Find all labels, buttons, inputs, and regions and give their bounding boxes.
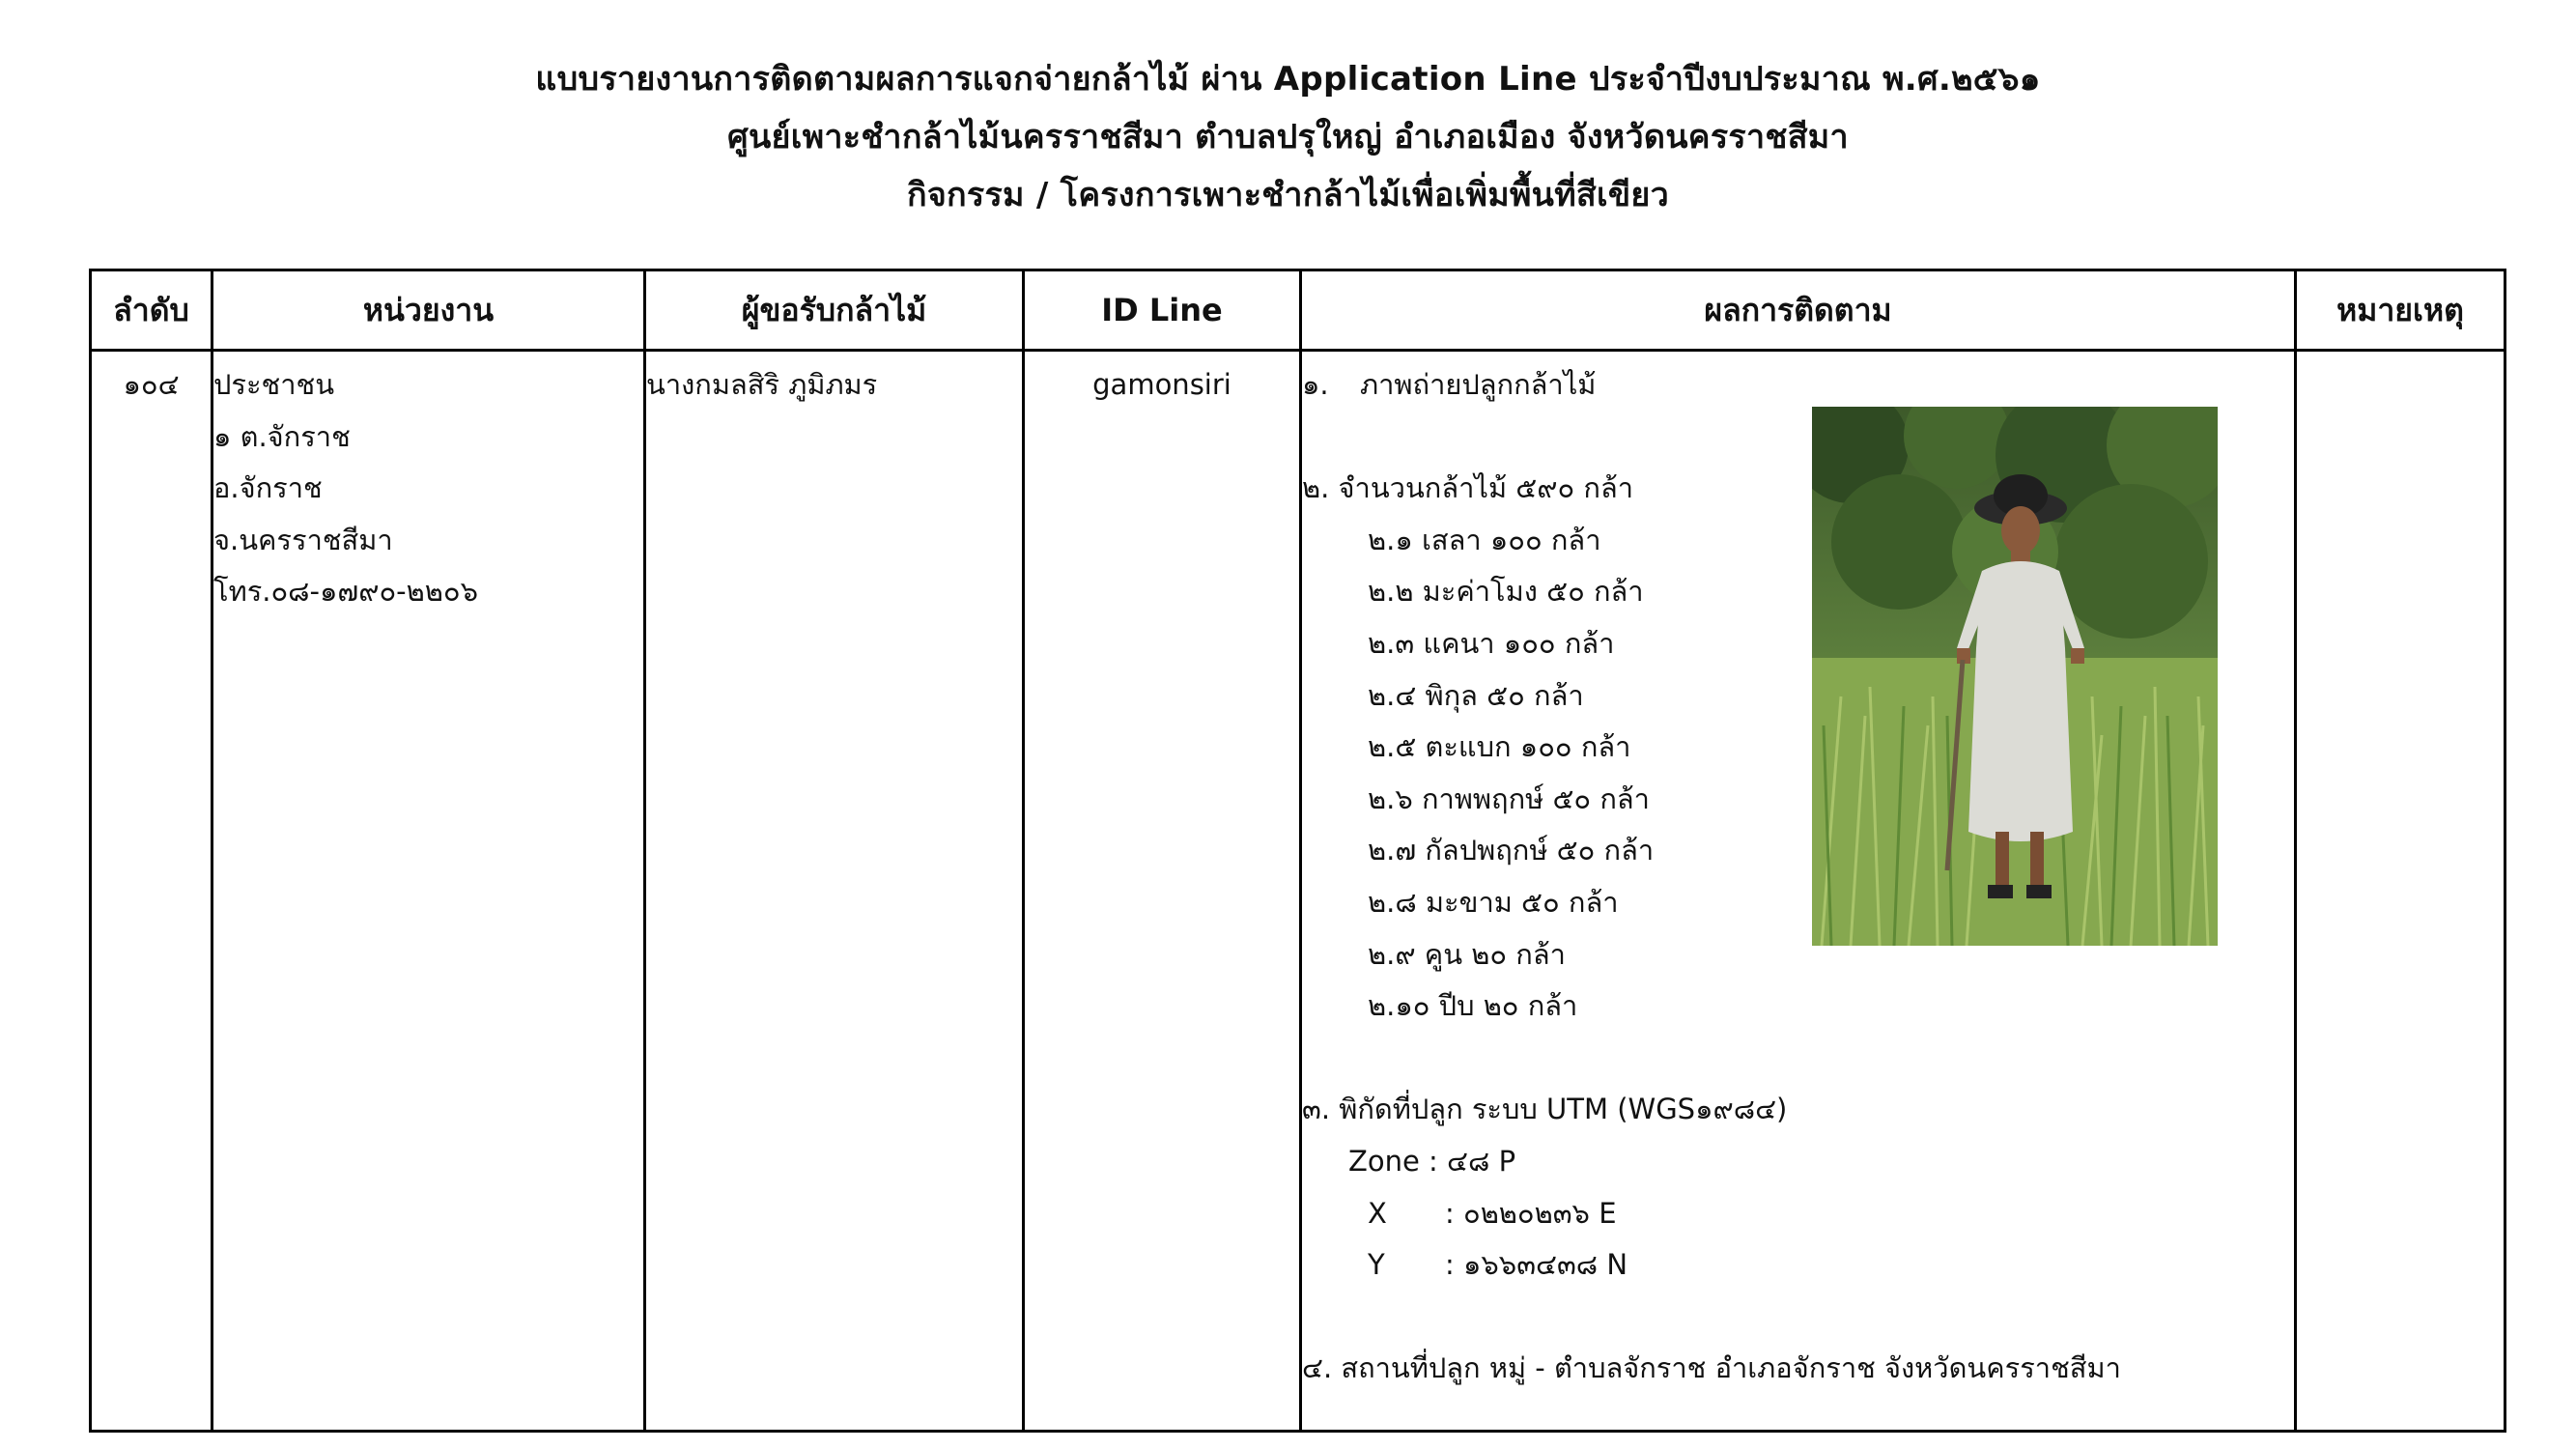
- col-header-unit: หน่วยงาน: [212, 270, 645, 351]
- planting-photo: [1812, 407, 2218, 946]
- cell-unit: [212, 351, 645, 1432]
- col-header-remark: หมายเหตุ: [2296, 270, 2505, 351]
- unit-line: ๑ ต.จักราช: [213, 419, 351, 453]
- seedling-item: ๒.๒ มะค่าโมง ๕๐ กล้า: [1368, 575, 1644, 609]
- utm-zone: Zone : ๔๘ P: [1348, 1144, 1516, 1178]
- seedling-item: ๒.๘ มะขาม ๕๐ กล้า: [1368, 885, 1619, 919]
- seedling-item: ๒.๔ พิกุล ๕๐ กล้า: [1368, 678, 1584, 712]
- unit-line: จ.นครราชสีมา: [213, 523, 393, 556]
- unit-line: อ.จักราช: [213, 471, 323, 505]
- seedling-item: ๒.๓ แคนา ๑๐๐ กล้า: [1368, 626, 1615, 660]
- col-header-no: ลำดับ: [91, 270, 212, 351]
- result-item-1: ๑. ภาพถ่ายปลูกกล้าไม้: [1302, 368, 1597, 401]
- utm-x: X : ๐๒๒๐๒๓๖ E: [1368, 1196, 1617, 1230]
- seedling-item: ๒.๖ กาพพฤกษ์ ๕๐ กล้า: [1368, 781, 1650, 815]
- seedling-item: ๒.๙ คูน ๒๐ กล้า: [1368, 937, 1566, 971]
- col-header-result: ผลการติดตาม: [1301, 270, 2296, 351]
- remark-text: [2297, 359, 2504, 412]
- report-subtitle-center: ศูนย์เพาะชำกล้าไม้นครราชสีมา ตำบลปรุใหญ่ อำเภอเมือง จังหวัดนครราชสีมา: [727, 118, 1849, 156]
- cell-no: [91, 351, 212, 1432]
- cell-remark: [2296, 351, 2505, 1432]
- recipient-name: นางกมลสิริ ภูมิภมร: [646, 368, 878, 401]
- col-header-id-line: ID Line: [1024, 270, 1301, 351]
- col-header-recipient: ผู้ขอรับกล้าไม้: [645, 270, 1024, 351]
- row-number: ๑๐๔: [123, 368, 180, 401]
- cell-id-line: [1024, 351, 1301, 1432]
- unit-line: ประชาชน: [213, 368, 335, 401]
- seedling-item: ๒.๑ เสลา ๑๐๐ กล้า: [1368, 523, 1601, 556]
- report-table: [89, 269, 2506, 1433]
- result-item-3: ๓. พิกัดที่ปลูก ระบบ UTM (WGS๑๙๘๔): [1302, 1093, 1788, 1126]
- utm-y: Y : ๑๖๖๓๔๓๘ N: [1368, 1248, 1628, 1282]
- report-header: [0, 50, 2576, 224]
- result-item-2: ๒. จำนวนกล้าไม้ ๕๙๐ กล้า: [1302, 471, 1634, 505]
- unit-phone: โทร.๐๘-๑๗๙๐-๒๒๐๖: [213, 575, 478, 609]
- report-title: แบบรายงานการติดตามผลการแจกจ่ายกล้าไม้ ผ่าน Application Line ประจำปีงบประมาณ พ.ศ.๒๕๖๑: [535, 60, 2041, 99]
- result-item-4: ๔. สถานที่ปลูก หมู่ - ตำบลจักราช อำเภอจักราช จังหวัดนครราชสีมา: [1302, 1351, 2121, 1385]
- seedling-item: ๒.๗ กัลปพฤกษ์ ๕๐ กล้า: [1368, 834, 1655, 867]
- table-row: [91, 351, 2505, 1432]
- table-header-row: [91, 270, 2505, 351]
- cell-result: [1301, 351, 2296, 1432]
- cell-recipient: [645, 351, 1024, 1432]
- seedling-item: ๒.๑๐ ปีบ ๒๐ กล้า: [1368, 989, 1578, 1023]
- id-line-value: gamonsiri: [1092, 368, 1231, 401]
- seedling-item: ๒.๕ ตะแบก ๑๐๐ กล้า: [1368, 730, 1631, 764]
- report-subtitle-project: กิจกรรม / โครงการเพาะชำกล้าไม้เพื่อเพิ่มพื้นที่สีเขียว: [906, 176, 1670, 214]
